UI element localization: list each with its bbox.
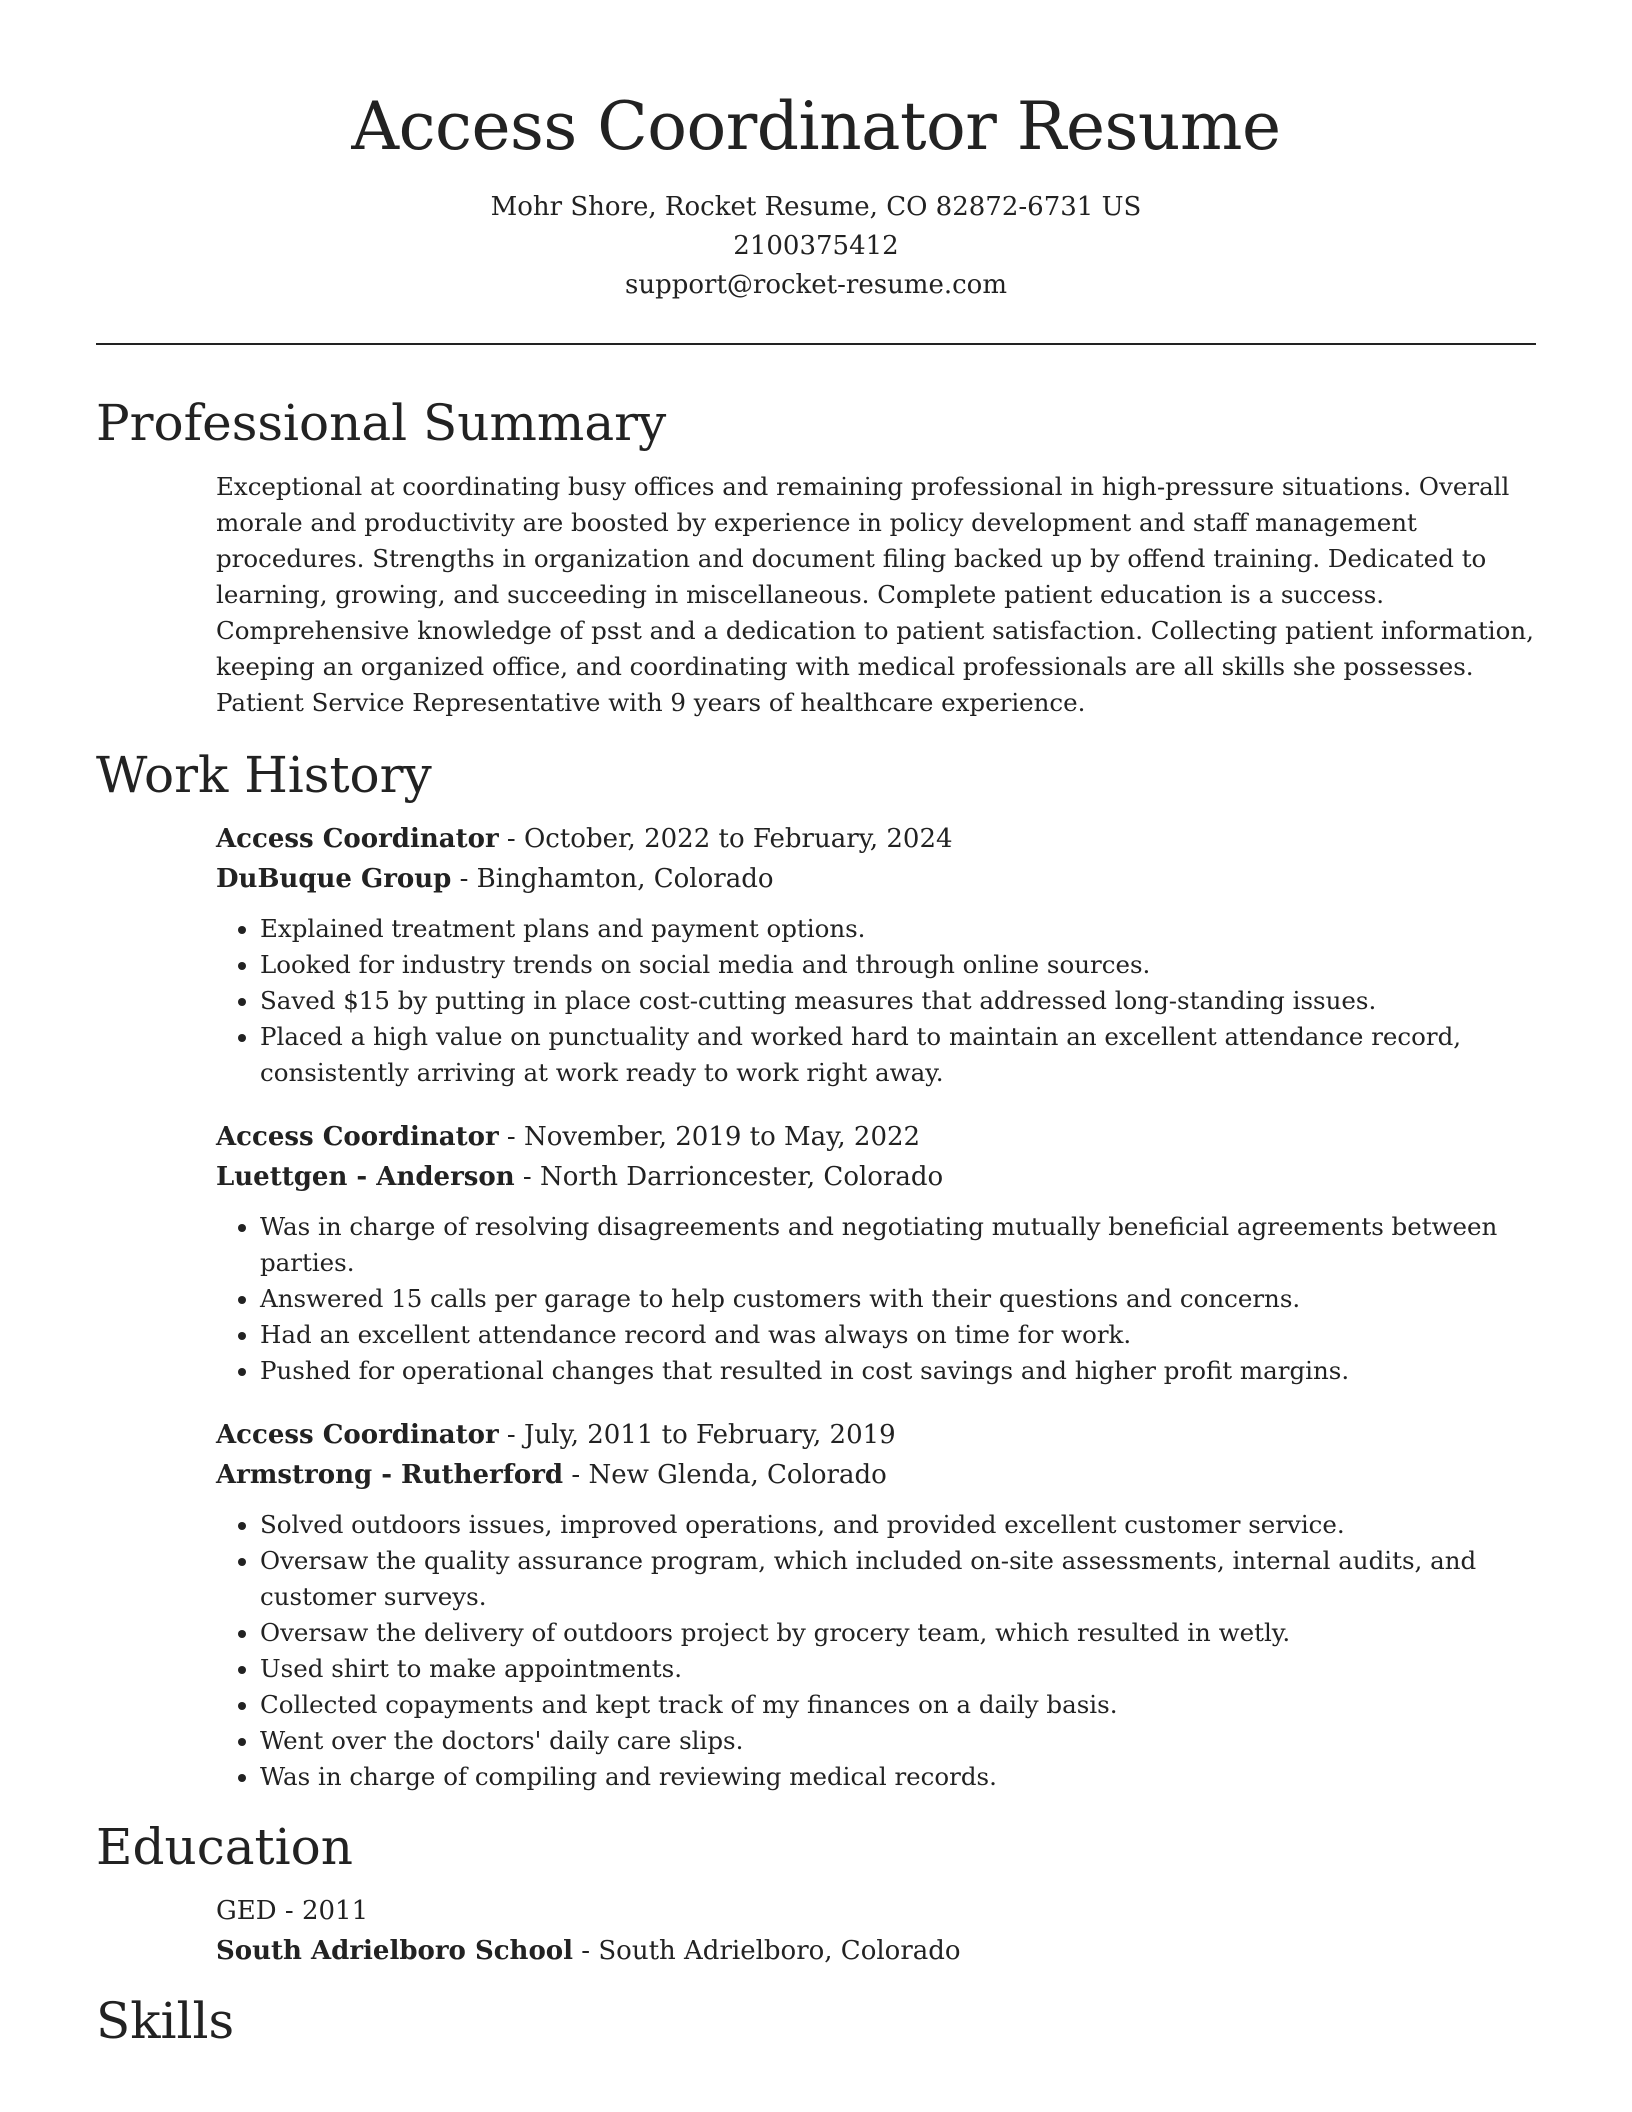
list-item: • Looked for industry trends on social media and through online sources. xyxy=(260,947,1536,983)
education-heading: Education xyxy=(96,1818,353,1876)
list-item: • Had an excellent attendance record and was always on time for work. xyxy=(260,1317,1536,1353)
school-name: South Adrielboro School xyxy=(216,1936,574,1966)
school-location: South Adrielboro, Colorado xyxy=(598,1936,961,1966)
list-item: • Pushed for operational changes that resulted in cost savings and higher profit margins. xyxy=(260,1353,1536,1389)
job-company: Luettgen - Anderson xyxy=(216,1162,515,1192)
list-item: • Was in charge of resolving disagreements and negotiating mutually beneficial agreements between parties. xyxy=(260,1209,1536,1281)
degree-year: 2011 xyxy=(301,1896,369,1926)
job-company-line xyxy=(216,859,1536,899)
education-body xyxy=(216,1891,1536,1971)
degree-line xyxy=(216,1891,1536,1931)
contact-address: Mohr Shore, Rocket Resume, CO 82872-6731 US xyxy=(490,192,1142,222)
separator: - xyxy=(498,1122,524,1152)
skills-heading: Skills xyxy=(96,1992,235,2050)
job-title: Access Coordinator xyxy=(216,824,499,854)
job-dates: November, 2019 to May, 2022 xyxy=(523,1122,921,1152)
summary-heading: Professional Summary xyxy=(96,394,667,452)
school-line xyxy=(216,1931,1536,1971)
job-company-line xyxy=(216,1455,1536,1495)
job-title-line xyxy=(216,1117,1536,1157)
contact-info xyxy=(0,188,1632,305)
resume-header xyxy=(0,0,1632,305)
list-item: • Placed a high value on punctuality and worked hard to maintain an excellent attendance record, consistently arriving at work ready to work right away. xyxy=(260,1019,1536,1091)
contact-phone: 2100375412 xyxy=(733,231,899,261)
job-dates: July, 2011 to February, 2019 xyxy=(523,1420,896,1450)
list-item: • Used shirt to make appointments. xyxy=(260,1651,1536,1687)
job-duties-list xyxy=(216,1507,1536,1795)
job-company-line xyxy=(216,1157,1536,1197)
list-item: • Collected copayments and kept track of my finances on a daily basis. xyxy=(260,1687,1536,1723)
list-item: • Was in charge of compiling and reviewing medical records. xyxy=(260,1759,1536,1795)
degree: GED xyxy=(216,1896,277,1926)
job-title-line xyxy=(216,819,1536,859)
job-duties-list xyxy=(216,911,1536,1091)
job-entry xyxy=(216,1415,1536,1795)
job-dates: October, 2022 to February, 2024 xyxy=(523,824,953,854)
contact-email: support@rocket-resume.com xyxy=(624,270,1007,300)
separator: - xyxy=(498,1420,524,1450)
education-section xyxy=(96,1815,1536,1971)
job-location: Binghamton, Colorado xyxy=(476,864,774,894)
job-company: Armstrong - Rutherford xyxy=(216,1460,564,1490)
job-duties-list xyxy=(216,1209,1536,1389)
job-location: New Glenda, Colorado xyxy=(588,1460,887,1490)
separator: - xyxy=(563,1460,589,1490)
separator: - xyxy=(573,1936,599,1966)
job-entry xyxy=(216,819,1536,1091)
list-item: • Solved outdoors issues, improved operations, and provided excellent customer service. xyxy=(260,1507,1536,1543)
separator: - xyxy=(276,1896,302,1926)
job-company: DuBuque Group xyxy=(216,864,452,894)
separator: - xyxy=(451,864,477,894)
list-item: • Explained treatment plans and payment options. xyxy=(260,911,1536,947)
separator: - xyxy=(514,1162,540,1192)
skills-section xyxy=(96,1989,1536,2053)
work-history-body xyxy=(216,819,1536,1795)
summary-section xyxy=(96,391,1536,721)
list-item: • Went over the doctors' daily care slips. xyxy=(260,1723,1536,1759)
job-location: North Darrioncester, Colorado xyxy=(539,1162,944,1192)
summary-text: Exceptional at coordinating busy offices and remaining professional in high-pressure situations. Overall morale and productivity are boosted by experience in policy development and staff management procedures. Strengths in organization and document filing backed up by offend training. Dedicated to learning, growing, and succeeding in miscellaneous. Complete patient education is a success. Comprehensive knowledge of psst and a dedication to patient satisfaction. Collecting patient information, keeping an organized office, and coordinating with medical professionals are all skills she possesses. Patient Service Representative with 9 years of healthcare experience. xyxy=(216,472,1534,717)
resume-title: Access Coordinator Resume xyxy=(351,88,1281,165)
job-title: Access Coordinator xyxy=(216,1122,499,1152)
separator: - xyxy=(498,824,524,854)
list-item: • Answered 15 calls per garage to help customers with their questions and concerns. xyxy=(260,1281,1536,1317)
list-item: • Oversaw the quality assurance program, which included on-site assessments, internal audits, and customer surveys. xyxy=(260,1543,1536,1615)
list-item: • Oversaw the delivery of outdoors project by grocery team, which resulted in wetly. xyxy=(260,1615,1536,1651)
job-title: Access Coordinator xyxy=(216,1420,499,1450)
list-item: • Saved $15 by putting in place cost-cutting measures that addressed long-standing issues. xyxy=(260,983,1536,1019)
header-divider xyxy=(96,343,1536,345)
work-history-section xyxy=(96,743,1536,1795)
job-entry xyxy=(216,1117,1536,1389)
job-title-line xyxy=(216,1415,1536,1455)
work-history-heading: Work History xyxy=(96,746,432,804)
